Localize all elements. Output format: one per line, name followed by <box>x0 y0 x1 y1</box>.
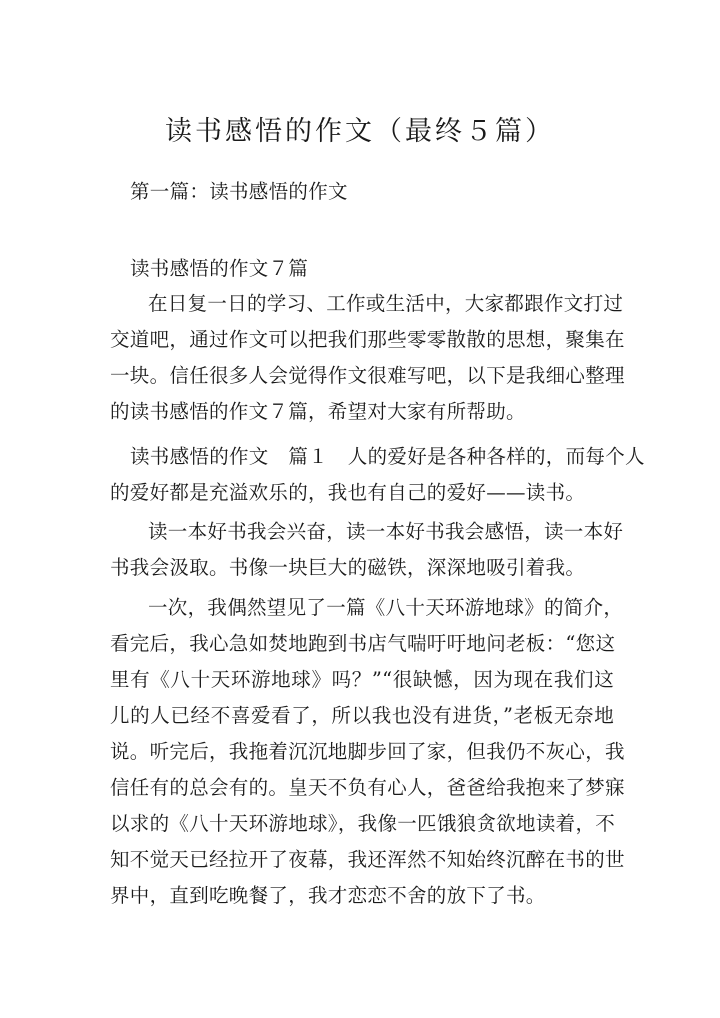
section-heading: 第一篇：读书感悟的作文 <box>130 180 348 203</box>
paragraph-line: 看完后，我心急如焚地跑到书店气喘吁吁地问老板：“您这 <box>110 632 616 655</box>
document-title: 读书感悟的作文（最终５篇） <box>165 116 555 147</box>
paragraph-line: 界中，直到吃晚餐了，我才恋恋不舍的放下了书。 <box>110 884 546 907</box>
paragraph-line: 一次，我偶然望见了一篇《八十天环游地球》的简介， <box>148 596 624 619</box>
paragraph-line: 说。听完后，我拖着沉沉地脚步回了家，但我仍不灰心，我 <box>110 740 625 763</box>
paragraph-line: 的爱好都是充溢欢乐的，我也有自己的爱好——读书。 <box>110 481 586 504</box>
paragraph-line: 知不觉天已经拉开了夜幕，我还浑然不知始终沉醉在书的世 <box>110 848 625 871</box>
subheading: 读书感悟的作文７篇 <box>130 257 309 280</box>
paragraph-line: 读书感悟的作文 篇１ 人的爱好是各种各样的，而每个人 <box>130 445 645 468</box>
paragraph-line: 以求的《八十天环游地球》，我像一匹饿狼贪欲地读着，不 <box>110 812 616 835</box>
paragraph-line: 在日复一日的学习、工作或生活中，大家都跟作文打过 <box>148 292 624 315</box>
paragraph-line: 儿的人已经不喜爱看了，所以我也没有进货，”老板无奈地 <box>110 704 614 727</box>
paragraph-line: 里有《八十天环游地球》吗？”“很缺憾，因为现在我们这 <box>110 668 614 691</box>
paragraph-line: 的读书感悟的作文７篇，希望对大家有所帮助。 <box>110 400 526 423</box>
paragraph-line: 读一本好书我会兴奋，读一本好书我会感悟，读一本好 <box>148 520 624 543</box>
paragraph-line: 书我会汲取。书像一块巨大的磁铁，深深地吸引着我。 <box>110 556 586 579</box>
paragraph-line: 一块。信任很多人会觉得作文很难写吧，以下是我细心整理 <box>110 364 625 387</box>
paragraph-line: 交道吧，通过作文可以把我们那些零零散散的思想，聚集在 <box>110 328 625 351</box>
paragraph-line: 信任有的总会有的。皇天不负有心人，爸爸给我抱来了梦寐 <box>110 776 625 799</box>
